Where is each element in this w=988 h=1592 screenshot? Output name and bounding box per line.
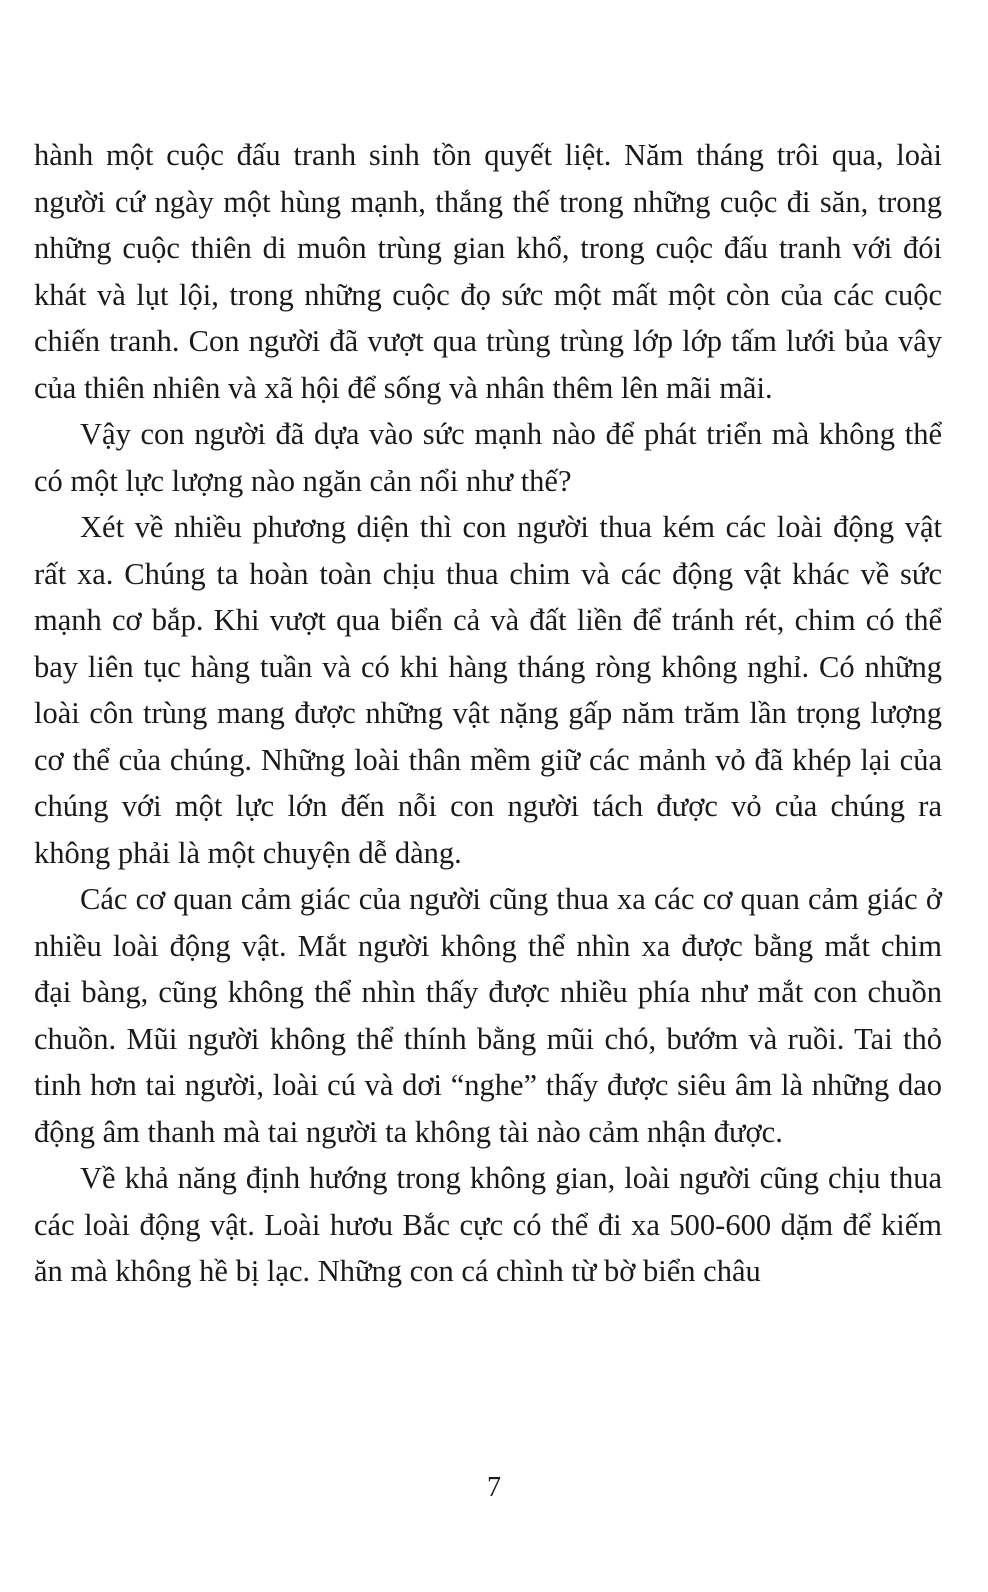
page-text-body — [34, 132, 942, 1295]
paragraph-continuation: hành một cuộc đấu tranh sinh tồn quyết liệt. Năm tháng trôi qua, loài người cứ ngày một hùng mạnh, thắng thế trong những cuộc đi săn, trong những cuộc thiên di muôn trùng gian khổ, trong cuộc đấu tranh với đói khát và lụt lội, trong những cuộc đọ sức một mất một còn của các cuộc chiến tranh. Con người đã vượt qua trùng trùng lớp lớp tấm lưới bủa vây của thiên nhiên và xã hội để sống và nhân thêm lên mãi mãi. — [34, 138, 942, 405]
page-number: 7 — [487, 1472, 501, 1503]
paragraph-3: Xét về nhiều phương diện thì con người thua kém các loài động vật rất xa. Chúng ta hoàn toàn chịu thua chim và các động vật khác về sức mạnh cơ bắp. Khi vượt qua biển cả và đất liền để tránh rét, chim có thể bay liên tục hàng tuần và có khi hàng tháng ròng không nghỉ. Có những loài côn trùng mang được những vật nặng gấp năm trăm lần trọng lượng cơ thể của chúng. Những loài thân mềm giữ các mảnh vỏ đã khép lại của chúng với một lực lớn đến nỗi con người tách được vỏ của chúng ra không phải là một chuyện dễ dàng. — [34, 510, 942, 870]
paragraph-5: Về khả năng định hướng trong không gian, loài người cũng chịu thua các loài động vật. Loài hươu Bắc cực có thể đi xa 500-600 dặm để kiếm ăn mà không hề bị lạc. Những con cá chình từ bờ biển châu — [34, 1161, 942, 1288]
paragraph-4: Các cơ quan cảm giác của người cũng thua xa các cơ quan cảm giác ở nhiều loài động vật. Mắt người không thể nhìn xa được bằng mắt chim đại bàng, cũng không thể nhìn thấy được nhiều phía như mắt con chuồn chuồn. Mũi người không thể thính bằng mũi chó, bướm và ruồi. Tai thỏ tinh hơn tai người, loài cú và dơi “nghe” thấy được siêu âm là những dao động âm thanh mà tai người ta không tài nào cảm nhận được. — [34, 882, 942, 1149]
paragraph-2: Vậy con người đã dựa vào sức mạnh nào để phát triển mà không thể có một lực lượng nào ngăn cản nổi như thế? — [34, 417, 942, 498]
